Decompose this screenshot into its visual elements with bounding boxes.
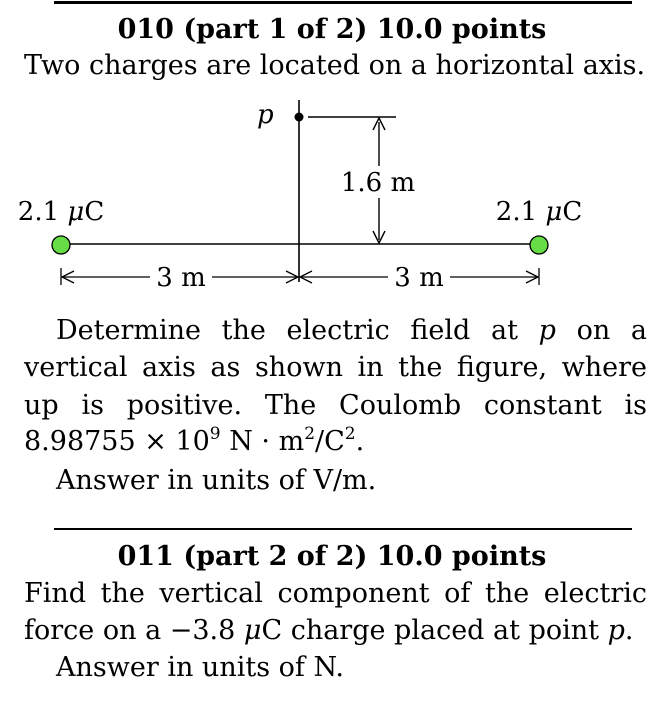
left-charge-label: 2.1 μC [17, 197, 105, 227]
charges-figure [0, 90, 664, 300]
right-distance-label: 3 m [394, 263, 444, 293]
right-charge-label: 2.1 μC [495, 197, 583, 227]
left-charge [52, 236, 70, 254]
point-p-dot [295, 113, 304, 122]
part1-question-line2: vertical axis as shown in the figure, where [24, 352, 647, 383]
part1-question-line3: up is positive. The Coulomb constant is [24, 390, 647, 421]
right-charge [530, 236, 548, 254]
section-rule [54, 528, 632, 530]
part2-question-line2: force on a −3.8 μC charge placed at point p. [24, 615, 634, 646]
height-label: 1.6 m [340, 168, 416, 198]
left-distance-label: 3 m [156, 263, 206, 293]
part2-answer-units: Answer in units of N. [56, 652, 344, 683]
part1-question-line1: Determine the electric field at p on a [56, 315, 647, 346]
part2-heading: 011 (part 2 of 2) 10.0 points [117, 541, 547, 572]
part1-answer-units: Answer in units of V/m. [56, 465, 377, 496]
part2-question-line1: Find the vertical component of the electric [24, 578, 647, 609]
top-rule [54, 1, 632, 4]
point-p-label: p [257, 100, 274, 130]
part1-intro: Two charges are located on a horizontal axis. [24, 50, 646, 81]
coulomb-constant: $8.98755 \times 10^9$ $N \cdot m^2/C^2$. [24, 424, 365, 457]
part1-heading: 010 (part 1 of 2) 10.0 points [117, 14, 547, 45]
